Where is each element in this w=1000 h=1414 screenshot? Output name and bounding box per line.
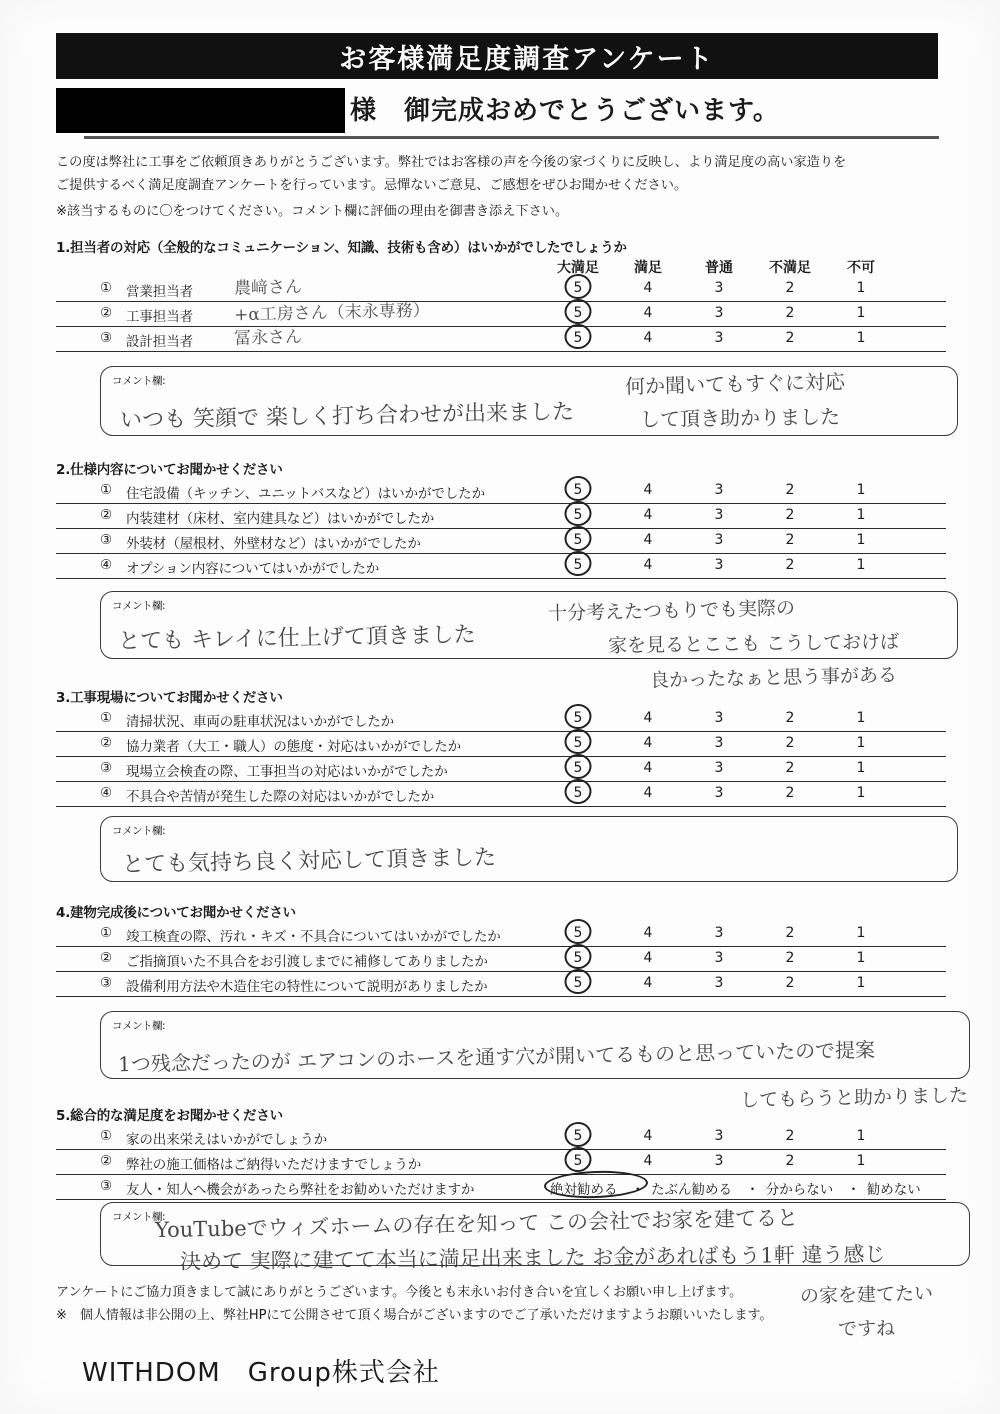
rating-option-2[interactable]: 2 — [785, 975, 795, 991]
rating-option-4[interactable]: 4 — [643, 532, 653, 548]
question-text: 外装材（屋根材、外壁材など）はいかがでしたか — [126, 536, 421, 552]
rating-option-5[interactable]: 5 — [573, 785, 583, 801]
question-number: ② — [100, 507, 113, 523]
question-number: ① — [100, 280, 113, 296]
footer-block — [56, 1281, 916, 1327]
rating-option-5[interactable]: 5 — [573, 482, 583, 498]
rating-option-2[interactable]: 2 — [785, 330, 795, 346]
survey-section-4 — [56, 901, 946, 997]
question-text: 弊社の施工価格はご納得いただけますでしょうか — [126, 1157, 422, 1173]
question-text: 設計担当者 — [126, 334, 193, 350]
question-row — [56, 947, 946, 972]
recommend-option[interactable]: たぶん勧める — [651, 1182, 732, 1198]
comment-box-label: コメント欄: — [112, 825, 166, 837]
handwritten-overflow-line: 良かったなぁと思う事がある — [649, 664, 898, 692]
question-row — [56, 504, 946, 529]
rating-option-5[interactable]: 5 — [573, 532, 583, 548]
question-text: 内装建材（床材、室内建具など）はいかがでしたか — [126, 511, 435, 527]
handwritten-staff-name: +α工房さん（末永専務） — [233, 300, 431, 326]
rating-option-2[interactable]: 2 — [785, 532, 795, 548]
rating-option-4[interactable]: 4 — [643, 507, 653, 523]
handwritten-overflow-line: 十分考えたつもりでも実際の — [547, 597, 796, 625]
customer-name-redaction — [56, 88, 345, 133]
question-row — [56, 1125, 946, 1150]
rating-option-4[interactable]: 4 — [643, 760, 653, 776]
question-text: 設備利用方法や木造住宅の特性について説明がありましたか — [126, 979, 488, 995]
question-text: 竣工検査の際、汚れ・キズ・不具合についてはいかがでしたか — [126, 929, 501, 945]
intro-line-2: ご提供するべく満足度調査アンケートを行っています。忌憚ないご意見、ご感想をぜひお聞かせください。 — [56, 178, 688, 193]
scale-label-3: 普通 — [705, 260, 733, 276]
scale-label-2: 不満足 — [769, 260, 811, 276]
rating-option-4[interactable]: 4 — [643, 925, 653, 941]
question-text: 不具合や苦情が発生した際の対応はいかがでしたか — [126, 789, 435, 805]
rating-option-3[interactable]: 3 — [714, 280, 724, 296]
question-text: オプション内容についてはいかがでしたか — [126, 561, 380, 577]
question-text: 協力業者（大工・職人）の態度・対応はいかがでしたか — [126, 739, 461, 755]
handwritten-comment-line: いつも 笑顔で 楽しく打ち合わせが出来ました — [119, 399, 575, 434]
page-title: お客様満足度調査アンケート — [339, 43, 715, 75]
rating-option-5[interactable]: 5 — [573, 975, 583, 991]
handwritten-staff-name: 冨永さん — [233, 327, 303, 349]
question-row — [56, 782, 946, 807]
question-number: ② — [100, 735, 113, 751]
question-number: ① — [100, 925, 113, 941]
question-row — [56, 554, 946, 579]
rating-option-1[interactable]: 1 — [856, 557, 866, 573]
intro-note: ※該当するものに〇をつけてください。コメント欄に評価の理由を御書き添え下さい。 — [56, 204, 569, 219]
rating-option-4[interactable]: 4 — [643, 305, 653, 321]
footer-line-2: ※ 個人情報は非公開の上、弊社HPにて公開させて頂く場合がございますのでご了承いただけますようお願いいたします。 — [56, 1308, 773, 1323]
rating-option-3[interactable]: 3 — [714, 532, 724, 548]
rating-option-5[interactable]: 5 — [573, 1153, 583, 1169]
rating-option-1[interactable]: 1 — [856, 735, 866, 751]
comment-box-label: コメント欄: — [112, 375, 166, 387]
rating-option-3[interactable]: 3 — [714, 1153, 724, 1169]
survey-section-5 — [56, 1104, 946, 1200]
rating-option-1[interactable]: 1 — [856, 950, 866, 966]
rating-option-1[interactable]: 1 — [856, 280, 866, 296]
rating-option-1[interactable]: 1 — [856, 507, 866, 523]
congratulations-text: 様 御完成おめでとうございます。 — [350, 96, 780, 126]
question-row — [56, 302, 946, 327]
question-text: ご指摘頂いた不具合をお引渡しまでに補修してありましたか — [126, 954, 488, 970]
rating-option-4[interactable]: 4 — [643, 557, 653, 573]
rating-option-3[interactable]: 3 — [714, 1128, 724, 1144]
rating-option-3[interactable]: 3 — [714, 482, 724, 498]
rating-option-3[interactable]: 3 — [714, 975, 724, 991]
handwritten-comment-line: YouTubeでウィズホームの存在を知って この会社でお家を建てると — [154, 1205, 799, 1243]
handwritten-overflow-line: 家を見るとここも こうしておけば — [607, 630, 900, 658]
rating-option-3[interactable]: 3 — [714, 760, 724, 776]
section-title: 3.工事現場についてお聞かせください — [56, 690, 283, 706]
question-row — [56, 529, 946, 554]
handwritten-overflow-line: ですね — [837, 1317, 896, 1341]
comment-box-label: コメント欄: — [112, 1211, 166, 1223]
rating-option-1[interactable]: 1 — [856, 330, 866, 346]
recommend-option[interactable]: 分からない — [765, 1182, 834, 1198]
handwritten-comment-line: とても気持ち良く対応して頂きました — [121, 845, 497, 878]
rating-option-3[interactable]: 3 — [714, 557, 724, 573]
option-separator: ・ — [745, 1182, 760, 1198]
rating-option-5[interactable]: 5 — [573, 280, 583, 296]
question-row — [56, 922, 946, 947]
rating-option-2[interactable]: 2 — [785, 305, 795, 321]
rating-option-2[interactable]: 2 — [785, 280, 795, 296]
recommend-question-row — [56, 1175, 946, 1200]
rating-option-1[interactable]: 1 — [856, 532, 866, 548]
question-number: ② — [100, 950, 113, 966]
question-number: ③ — [100, 532, 113, 548]
intro-block — [56, 152, 946, 224]
rating-option-4[interactable]: 4 — [643, 975, 653, 991]
rating-option-2[interactable]: 2 — [785, 482, 795, 498]
question-row — [56, 732, 946, 757]
question-number: ① — [100, 482, 113, 498]
handwritten-overflow-line: して頂き助かりました — [639, 404, 841, 432]
rating-option-5[interactable]: 5 — [573, 710, 583, 726]
rating-option-5[interactable]: 5 — [573, 950, 583, 966]
question-number: ③ — [100, 760, 113, 776]
rating-option-5[interactable]: 5 — [573, 305, 583, 321]
rating-option-1[interactable]: 1 — [856, 1153, 866, 1169]
option-separator: ・ — [631, 1182, 645, 1198]
question-row — [56, 327, 946, 352]
section-title: 4.建物完成後についてお聞かせください — [56, 905, 296, 921]
rating-option-4[interactable]: 4 — [643, 950, 653, 966]
section-title: 1.担当者の対応（全般的なコミュニケーション、知識、技術も含め）はいかがでしたでしょうか — [56, 240, 627, 256]
rating-option-4[interactable]: 4 — [643, 735, 653, 751]
rating-option-4[interactable]: 4 — [643, 280, 653, 296]
intro-line-1: この度は弊社に工事をご依頼頂きありがとうございます。弊社ではお客様の声を今後の家づくりに反映し、より満足度の高い家造りを — [56, 155, 847, 170]
rating-option-4[interactable]: 4 — [643, 1128, 653, 1144]
rating-option-1[interactable]: 1 — [856, 710, 866, 726]
rating-option-1[interactable]: 1 — [856, 482, 866, 498]
rating-scale-header — [56, 257, 946, 277]
survey-section-2 — [56, 458, 946, 579]
header-divider — [84, 136, 939, 139]
question-number: ② — [100, 305, 113, 321]
rating-option-2[interactable]: 2 — [785, 1153, 795, 1169]
rating-option-3[interactable]: 3 — [714, 950, 724, 966]
rating-option-5[interactable]: 5 — [573, 925, 583, 941]
rating-option-5[interactable]: 5 — [573, 557, 583, 573]
question-number: ④ — [100, 785, 113, 801]
rating-option-5[interactable]: 5 — [573, 735, 583, 751]
rating-option-4[interactable]: 4 — [643, 1153, 653, 1169]
question-text: 現場立会検査の際、工事担当の対応はいかがでしたか — [126, 764, 448, 780]
rating-option-2[interactable]: 2 — [785, 950, 795, 966]
rating-option-2[interactable]: 2 — [785, 760, 795, 776]
rating-option-3[interactable]: 3 — [714, 305, 724, 321]
question-number: ③ — [100, 330, 113, 346]
rating-option-2[interactable]: 2 — [785, 1128, 795, 1144]
rating-option-4[interactable]: 4 — [643, 785, 653, 801]
question-row — [56, 479, 946, 504]
question-number: ③ — [100, 1178, 113, 1194]
rating-option-5[interactable]: 5 — [573, 507, 583, 523]
rating-option-3[interactable]: 3 — [714, 925, 724, 941]
rating-option-5[interactable]: 5 — [573, 330, 583, 346]
question-number: ① — [100, 1128, 113, 1144]
question-text: 営業担当者 — [126, 284, 193, 300]
rating-option-3[interactable]: 3 — [714, 330, 724, 346]
rating-option-1[interactable]: 1 — [856, 305, 866, 321]
handwritten-overflow-line: してもらうと助かりました — [739, 1084, 969, 1112]
rating-option-1[interactable]: 1 — [856, 925, 866, 941]
question-number: ④ — [100, 557, 113, 573]
recommend-option[interactable]: 絶対勧める — [550, 1182, 618, 1198]
company-name: WITHDOM Group株式会社 — [82, 1358, 440, 1388]
rating-option-2[interactable]: 2 — [785, 735, 795, 751]
question-row — [56, 757, 946, 782]
rating-option-1[interactable]: 1 — [856, 760, 866, 776]
rating-option-1[interactable]: 1 — [856, 785, 866, 801]
rating-option-1[interactable]: 1 — [856, 1128, 866, 1144]
question-row — [56, 972, 946, 997]
section-title: 2.仕様内容についてお聞かせください — [56, 462, 283, 478]
footer-line-1: アンケートにご協力頂きまして誠にありがとうございます。今後とも末永いお付き合いを宜しくお願い申し上げます。 — [56, 1285, 743, 1300]
handwritten-overflow-line: 何か聞いてもすぐに対応 — [624, 369, 846, 399]
question-text: 家の出来栄えはいかがでしょうか — [126, 1132, 327, 1148]
question-row — [56, 1150, 946, 1175]
scale-label-4: 満足 — [634, 260, 662, 276]
rating-option-3[interactable]: 3 — [714, 507, 724, 523]
rating-option-2[interactable]: 2 — [785, 710, 795, 726]
rating-option-2[interactable]: 2 — [785, 557, 795, 573]
page-title-bar — [56, 33, 938, 79]
rating-option-1[interactable]: 1 — [856, 975, 866, 991]
section-title: 5.総合的な満足度をお聞かせください — [56, 1108, 283, 1124]
question-row — [56, 277, 946, 302]
question-text: 工事担当者 — [126, 309, 193, 325]
rating-option-2[interactable]: 2 — [785, 507, 795, 523]
recommend-option[interactable]: 勧めない — [866, 1182, 921, 1198]
comment-box-label: コメント欄: — [112, 600, 166, 612]
rating-option-4[interactable]: 4 — [643, 710, 653, 726]
scale-label-5: 大満足 — [557, 260, 599, 276]
rating-option-3[interactable]: 3 — [714, 710, 724, 726]
rating-option-3[interactable]: 3 — [714, 785, 724, 801]
handwritten-comment-line: 決めて 実際に建てて本当に満足出来ました お金があればもう1軒 違う感じ — [179, 1242, 886, 1274]
option-separator: ・ — [846, 1182, 861, 1198]
rating-option-2[interactable]: 2 — [785, 925, 795, 941]
rating-option-2[interactable]: 2 — [785, 785, 795, 801]
scale-label-1: 不可 — [847, 260, 875, 276]
survey-section-1 — [56, 236, 946, 352]
handwritten-comment-line: 1つ残念だったのが エアコンのホースを通す穴が開いてるものと思っていたので提案 — [117, 1037, 876, 1077]
handwritten-comment-line: とても キレイに仕上げて頂きました — [117, 622, 476, 655]
question-number: ③ — [100, 975, 113, 991]
survey-section-3 — [56, 686, 946, 807]
rating-option-5[interactable]: 5 — [573, 760, 583, 776]
rating-option-5[interactable]: 5 — [573, 1128, 583, 1144]
rating-option-3[interactable]: 3 — [714, 735, 724, 751]
question-text: 住宅設備（キッチン、ユニットバスなど）はいかがでしたか — [126, 486, 485, 502]
comment-box-label: コメント欄: — [112, 1020, 166, 1032]
question-row — [56, 707, 946, 732]
handwritten-staff-name: 農﨑さん — [233, 277, 303, 299]
handwritten-overflow-line: の家を建てたい — [799, 1282, 934, 1308]
question-text: 友人・知人へ機会があったら弊社をお勧めいただけますか — [126, 1182, 475, 1198]
question-number: ② — [100, 1153, 113, 1169]
rating-option-4[interactable]: 4 — [643, 330, 653, 346]
rating-option-4[interactable]: 4 — [643, 482, 653, 498]
question-text: 清掃状況、車両の駐車状況はいかがでしたか — [126, 714, 394, 730]
question-number: ① — [100, 710, 113, 726]
